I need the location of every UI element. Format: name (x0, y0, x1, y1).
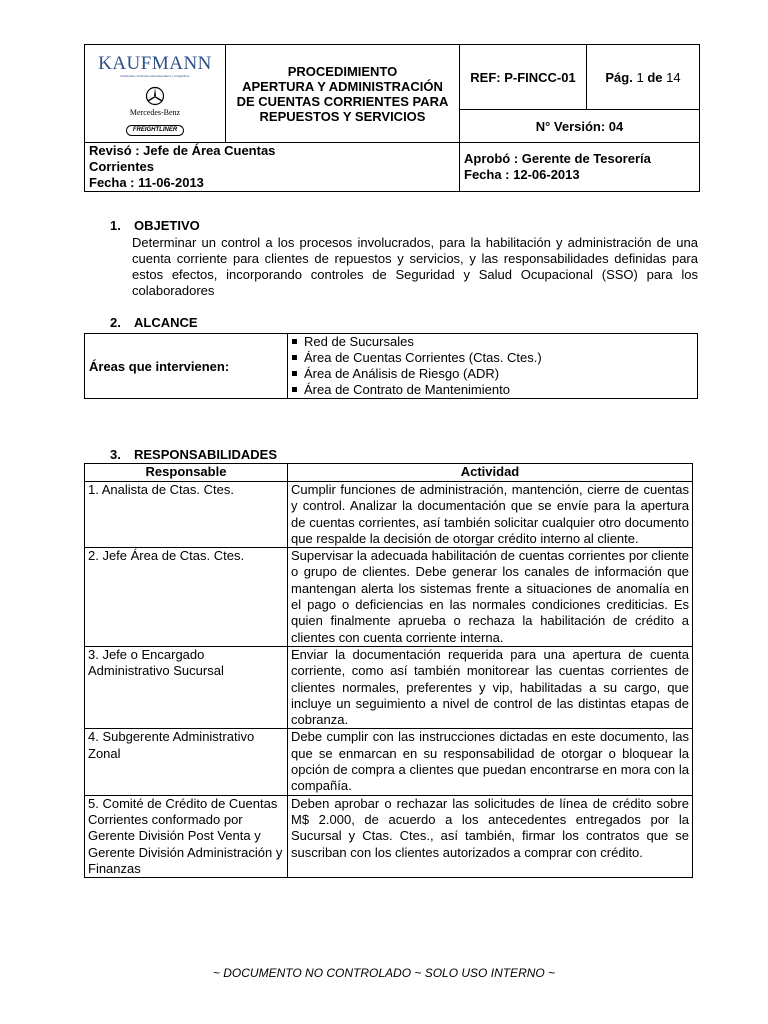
responsable-cell: 4. Subgerente Administrativo Zonal (85, 729, 288, 795)
responsable-cell: 2. Jefe Área de Ctas. Ctes. (85, 548, 288, 647)
section-title: RESPONSABILIDADES (134, 447, 278, 462)
actividad-cell: Enviar la documentación requerida para una apertura de cuenta corriente, como así también monitorear las cuentas corrientes de clientes normales, preferentes y vip, habilitadas a su cargo, que incluye un seguimiento a nivel de control de las distintas etapas de cobranza. (288, 646, 693, 728)
table-row (85, 482, 693, 548)
kaufmann-logo: KAUFMANN (98, 52, 212, 74)
page-label: Pág. (605, 69, 633, 85)
table-row (85, 795, 693, 877)
areas-label: Áreas que intervienen: (85, 334, 288, 399)
section-number: 3. (110, 447, 121, 462)
actividad-cell: Deben aprobar o rechazar las solicitudes de línea de crédito sobre M$ 2.000, de acuerdo a los antecedentes entregados por la Sucursal y Ctas. Ctes., así también, firmar los contratos que se suscriban con los clientes autorizados a comprar con crédito. (288, 795, 693, 877)
actividad-cell: Supervisar la adecuada habilitación de cuentas corrientes por cliente o grupo de clientes. Debe generar los canales de información que mantengan alerta los sistemas frente a situaciones de anomalía en el pago o deficiencias en las normales condiciones crediticias. Es quien finalmente aprueba o rechaza la habilitación de crédito a clientes con cuenta corriente interna. (288, 548, 693, 647)
procedure-title (226, 45, 460, 143)
title-line: APERTURA Y ADMINISTRACIÓN (242, 78, 443, 94)
table-header-row (85, 464, 693, 482)
responsable-cell: 5. Comité de Crédito de Cuentas Corrientes conformado por Gerente División Post Venta y Gerente División Administración y Finanzas (85, 795, 288, 877)
title-line: PROCEDIMIENTO (287, 63, 398, 79)
page-indicator (587, 45, 700, 110)
column-header-actividad: Actividad (288, 464, 693, 482)
area-name: Área de Análisis de Riesgo (ADR) (304, 366, 500, 381)
section-number: 1. (110, 218, 121, 233)
table-row (85, 646, 693, 728)
bullet-icon (292, 339, 297, 344)
title-line: REPUESTOS Y SERVICIOS (259, 108, 426, 124)
freightliner-logo: FREIGHTLINER (126, 125, 184, 136)
areas-list-cell (288, 334, 698, 399)
list-item (292, 350, 697, 366)
responsabilidades-table (84, 463, 693, 878)
column-header-responsable: Responsable (85, 464, 288, 482)
areas-list (288, 334, 697, 398)
alcance-table (84, 333, 698, 399)
document-header (84, 44, 700, 192)
logo-block (85, 45, 226, 143)
mercedes-star-icon (145, 86, 165, 106)
actividad-cell: Cumplir funciones de administración, mantención, cierre de cuentas y control. Analizar la documentación que se envíe para la apertura de cuentas corrientes, así también solicitar cualquier otro documento que respalde la decisión de otorgar crédito interno al cliente. (288, 482, 693, 548)
bullet-icon (292, 387, 297, 392)
mercedes-benz-logo-text: Mercedes-Benz (129, 107, 181, 117)
bullet-icon (292, 371, 297, 376)
area-name: Área de Contrato de Mantenimiento (304, 382, 510, 397)
revised-by-role-cont: Corrientes (89, 159, 155, 174)
actividad-cell: Debe cumplir con las instrucciones dictadas en este documento, las que se enmarcan en su responsabilidad de otorgar o bloquear la opción de compra a clientes que puedan encontrarse en mora con la compañía. (288, 729, 693, 795)
kaufmann-tagline: Distribuidor Vehículos Mercedes-Benz y Freightliner (120, 73, 190, 78)
revised-by-role: Revisó : Jefe de Área Cuentas (89, 143, 276, 158)
page-of: de (647, 69, 663, 85)
section-title: OBJETIVO (134, 218, 200, 233)
section-title: ALCANCE (134, 315, 198, 330)
list-item (292, 366, 697, 382)
responsable-cell: 1. Analista de Ctas. Ctes. (85, 482, 288, 548)
revised-date: Fecha : 11-06-2013 (89, 175, 204, 190)
approved-date: Fecha : 12-06-2013 (464, 167, 580, 182)
approved-by-role: Aprobó : Gerente de Tesorería (464, 151, 651, 166)
reference-code: REF: P-FINCC-01 (460, 45, 587, 110)
approved-by (460, 143, 700, 192)
responsable-cell: 3. Jefe o Encargado Administrativo Sucursal (85, 646, 288, 728)
page-number: 1 (636, 69, 644, 85)
list-item (292, 382, 697, 398)
objetivo-text: Determinar un control a los procesos involucrados, para la habilitación y administración de una cuenta corriente para clientes de repuestos y servicios, y las responsabilidades definidas para estos efectos, incorporando controles de Seguridad y Salud Ocupacional (SSO) para los colaboradores (132, 235, 698, 298)
table-row (85, 548, 693, 647)
page-total: 14 (666, 69, 681, 85)
document-footer: ~ DOCUMENTO NO CONTROLADO ~ SOLO USO INTERNO ~ (212, 966, 556, 980)
section-number: 2. (110, 315, 121, 330)
table-row (85, 729, 693, 795)
version-number: N° Versión: 04 (460, 110, 700, 143)
revised-by (85, 143, 460, 192)
section-responsabilidades-heading (110, 447, 277, 462)
section-alcance-heading (110, 315, 198, 330)
area-name: Área de Cuentas Corrientes (Ctas. Ctes.) (304, 350, 542, 365)
bullet-icon (292, 355, 297, 360)
section-objetivo-heading (110, 218, 200, 233)
list-item (292, 334, 697, 350)
title-line: DE CUENTAS CORRIENTES PARA (236, 93, 449, 109)
area-name: Red de Sucursales (304, 334, 414, 349)
